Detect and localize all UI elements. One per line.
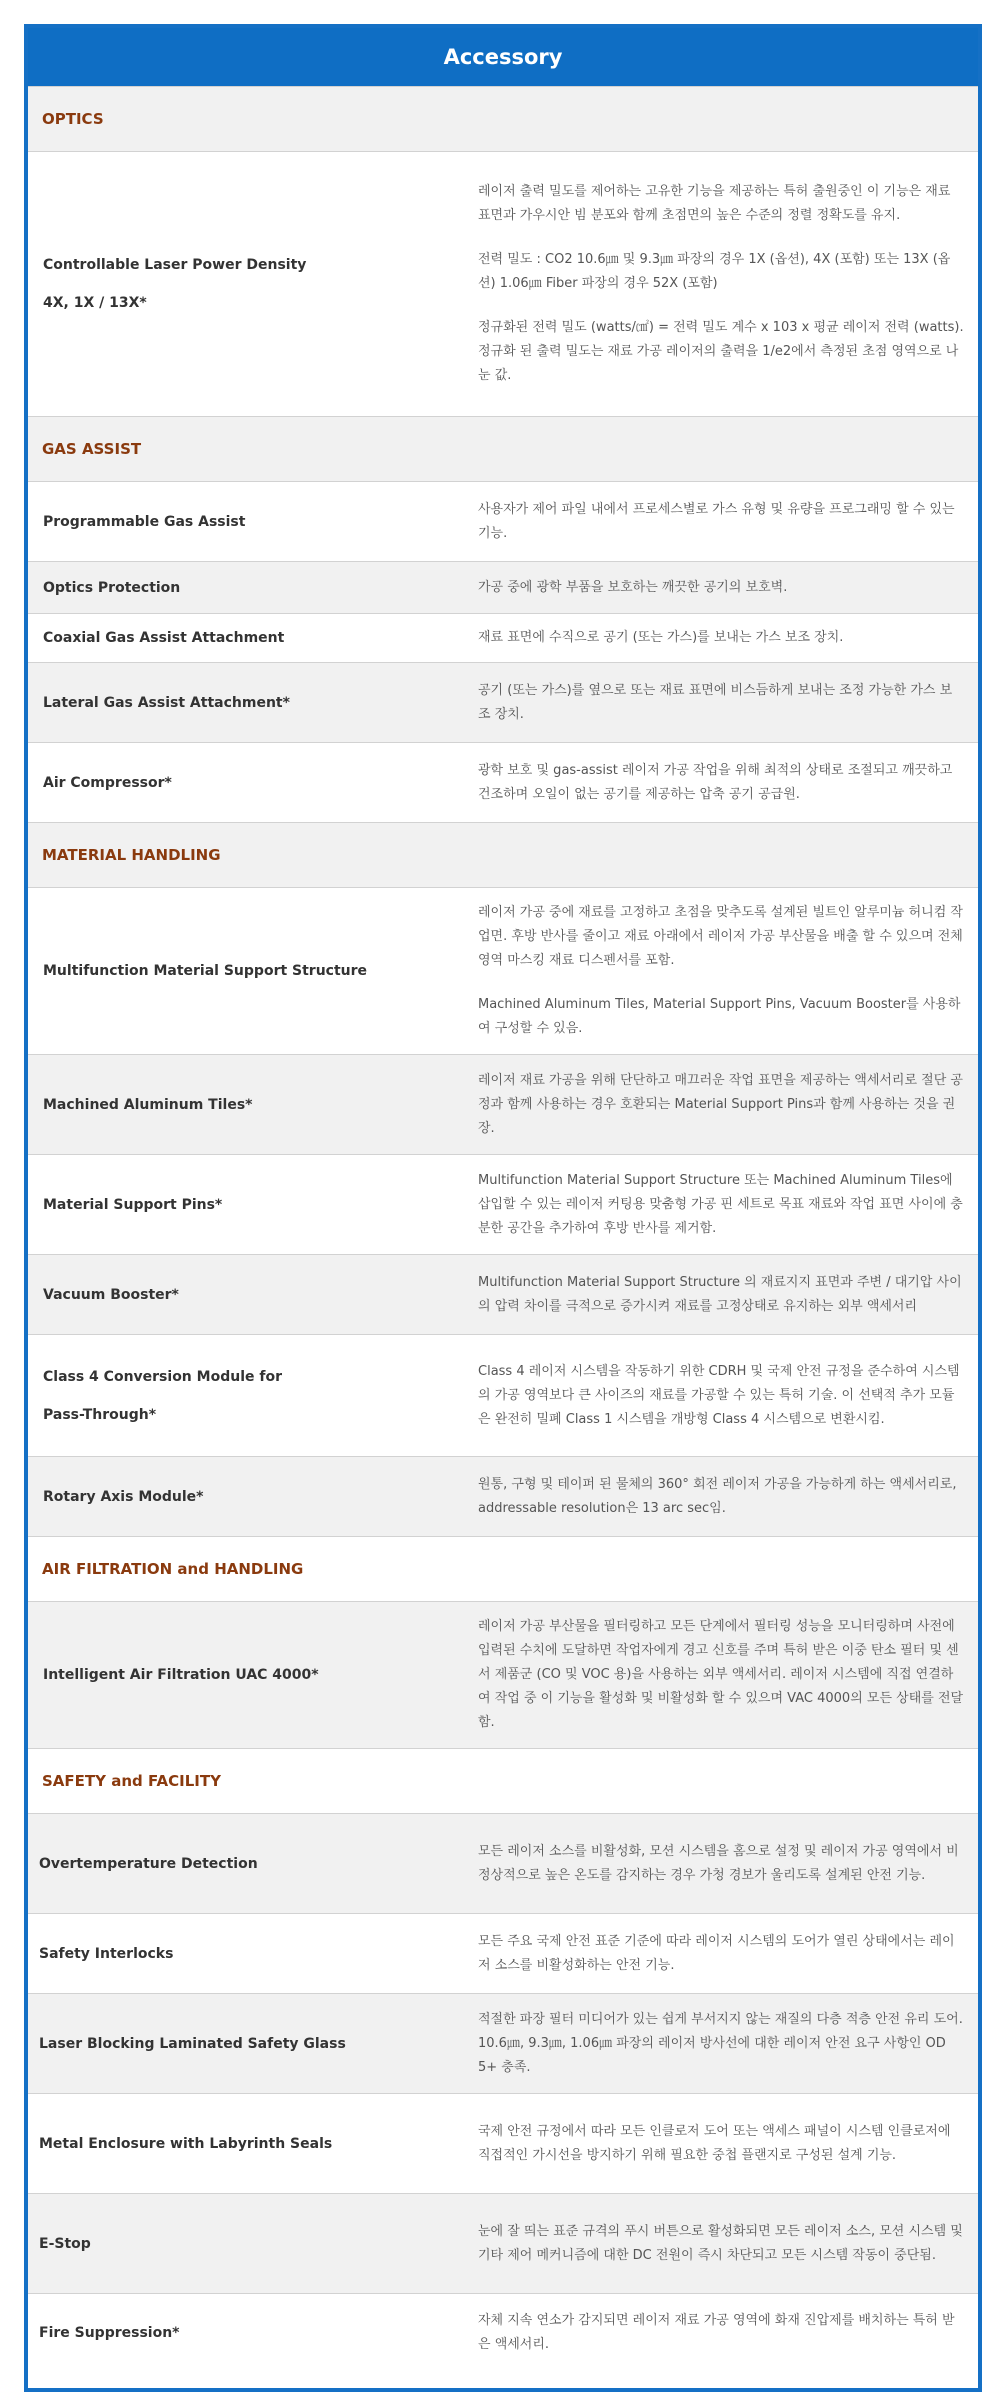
item-name: Coaxial Gas Assist Attachment [43, 630, 285, 646]
item-name: Material Support Pins* [43, 1196, 223, 1213]
item-description [470, 562, 978, 613]
table-row [28, 1456, 978, 1536]
item-name-line1: Controllable Laser Power Density [43, 257, 307, 273]
section-heading-material-handling: MATERIAL HANDLING [28, 822, 978, 887]
table-row [28, 1054, 978, 1154]
description-paragraph: 적절한 파장 필터 미디어가 있는 쉽게 부서지지 않는 재질의 다층 적층 안전 유리 도어. 10.6㎛, 9.3㎛, 1.06㎛ 파장의 레이저 방사선에 대한 레이저 안전 요구 사항인 OD 5+ 충족. [478, 2011, 963, 2075]
item-name: Air Compressor* [43, 774, 172, 791]
item-name [28, 152, 470, 416]
item-description [470, 1335, 978, 1456]
item-description [470, 152, 978, 416]
table-row [28, 1813, 978, 1913]
description-paragraph: 재료 표면에 수직으로 공기 (또는 가스)를 보내는 가스 보조 장치. [478, 630, 844, 645]
item-name-line2: Pass-Through* [43, 1406, 157, 1423]
item-name: Intelligent Air Filtration UAC 4000* [43, 1667, 319, 1683]
item-description [470, 614, 978, 662]
item-description [470, 663, 978, 742]
accessory-table [24, 24, 982, 2392]
description-paragraph: 가공 중에 광학 부품을 보호하는 깨끗한 공기의 보호벽. [478, 579, 788, 595]
table-row [28, 1154, 978, 1254]
item-name-line1: Class 4 Conversion Module for [43, 1368, 282, 1385]
description-paragraph: 자체 지속 연소가 감지되면 레이저 재료 가공 영역에 화재 진압제를 배치하는 특허 받은 액세서리. [478, 2313, 955, 2352]
table-row [28, 613, 978, 662]
item-name: Machined Aluminum Tiles* [43, 1096, 253, 1113]
item-name: Vacuum Booster* [43, 1286, 179, 1303]
table-row [28, 1254, 978, 1334]
item-description [470, 1255, 978, 1334]
table-row [28, 2293, 978, 2372]
item-description [470, 1457, 978, 1536]
table-row [28, 561, 978, 613]
table-row [28, 742, 978, 822]
item-name: Programmable Gas Assist [43, 513, 246, 530]
description-paragraph: 모든 레이저 소스를 비활성화, 모션 시스템을 홈으로 설정 및 레이저 가공 영역에서 비정상적으로 높은 온도를 감지하는 경우 가청 경보가 울리도록 설계된 안전 기능. [478, 1843, 959, 1883]
description-paragraph: 광학 보호 및 gas-assist 레이저 가공 작업을 위해 최적의 상태로 조절되고 깨끗하고 건조하며 오일이 없는 공기를 제공하는 압축 공기 공급원. [478, 762, 953, 802]
description-paragraph: 정규화된 전력 밀도 (watts/㎠) = 전력 밀도 계수 x 103 x 평균 레이저 전력 (watts). 정규화 된 출력 밀도는 재료 가공 레이저의 출력을 1/e2에서 측정된 초점 영역으로 나눈 값. [478, 320, 964, 383]
description-paragraph: 공기 (또는 가스)를 옆으로 또는 재료 표면에 비스듬하게 보내는 조정 가능한 가스 보조 장치. [478, 682, 953, 722]
section-heading-optics: OPTICS [28, 86, 978, 151]
item-description [470, 888, 978, 1054]
description-paragraph: 레이저 가공 부산물을 필터링하고 모든 단계에서 필터링 성능을 모니터링하며 사전에 입력된 수치에 도달하면 작업자에게 경고 신호를 주며 특허 받은 이중 탄소 필터 및 센서 제품군 (CO 및 VOC 용)을 사용하는 외부 액세서리. 레이저 시스템에 직접 연결하여 작업 중 이 기능을 활성화 및 비활성화 할 수 있으며 VAC 4000의 모든 상태를 전달함. [478, 1619, 964, 1730]
description-paragraph: 전력 밀도 : CO2 10.6㎛ 및 9.3㎛ 파장의 경우 1X (옵션), 4X (포함) 또는 13X (옵션) 1.06㎛ Fiber 파장의 경우 52X (포함) [478, 252, 951, 291]
section-heading-gas-assist: GAS ASSIST [28, 416, 978, 481]
item-name: Multifunction Material Support Structure [43, 963, 368, 979]
description-paragraph: Multifunction Material Support Structure 또는 Machined Aluminum Tiles에 삽입할 수 있는 레이저 커팅용 맞춤형 가공 핀 세트로 목표 재료와 작업 표면 사이에 충분한 공간을 추가하여 후방 반사를 제거함. [478, 1172, 963, 1236]
description-paragraph: 레이저 출력 밀도를 제어하는 고유한 기능을 제공하는 특허 출원중인 이 기능은 재료 표면과 가우시안 빔 분포와 함께 초점면의 높은 수준의 정렬 정확도를 유지. [478, 184, 951, 223]
description-paragraph: Machined Aluminum Tiles, Material Support Pins, Vacuum Booster를 사용하여 구성할 수 있음. [478, 997, 961, 1036]
item-description [470, 1914, 978, 1993]
section-heading-air-filtration: AIR FILTRATION and HANDLING [28, 1536, 978, 1601]
item-name: Optics Protection [43, 579, 181, 596]
item-description [470, 1814, 978, 1913]
item-name: Overtemperature Detection [39, 1855, 258, 1872]
item-name [28, 1335, 470, 1456]
item-name: Fire Suppression* [39, 2325, 180, 2341]
table-row [28, 1601, 978, 1748]
table-row [28, 662, 978, 742]
item-description [470, 1055, 978, 1154]
item-name: Safety Interlocks [39, 1945, 174, 1962]
table-row [28, 1913, 978, 1993]
item-description [470, 743, 978, 822]
table-row [28, 1334, 978, 1456]
item-description [470, 1602, 978, 1748]
item-name: Laser Blocking Laminated Safety Glass [39, 2035, 346, 2052]
item-name: Rotary Axis Module* [43, 1488, 204, 1505]
item-name: Lateral Gas Assist Attachment* [43, 694, 290, 711]
item-description [470, 482, 978, 561]
item-description [470, 1155, 978, 1254]
description-paragraph: 원통, 구형 및 테이퍼 된 물체의 360° 회전 레이저 가공을 가능하게 하는 액세서리로, addressable resolution은 13 arc sec임. [478, 1476, 957, 1516]
table-row [28, 2093, 978, 2193]
description-paragraph: Class 4 레이저 시스템을 작동하기 위한 CDRH 및 국제 안전 규정을 준수하여 시스템의 가공 영역보다 큰 사이즈의 재료를 가공할 수 있는 특허 기술. 이 선택적 추가 모듈은 완전히 밀폐 Class 1 시스템을 개방형 Class 4 시스템으로 변환시킴. [478, 1363, 960, 1427]
description-paragraph: Multifunction Material Support Structure 의 재료지지 표면과 주변 / 대기압 사이의 압력 차이를 극적으로 증가시켜 재료를 고정상태로 유지하는 외부 액세서리 [478, 1274, 962, 1314]
item-description [470, 2194, 978, 2293]
description-paragraph: 국제 안전 규정에서 따라 모든 인클로저 도어 또는 액세스 패널이 시스템 인클로저에 직접적인 가시선을 방지하기 위해 필요한 중첩 플랜지로 구성된 설계 기능. [478, 2123, 951, 2163]
description-paragraph: 레이저 가공 중에 재료를 고정하고 초점을 맞추도록 설계된 빌트인 알루미늄 허니컴 작업면. 후방 반사를 줄이고 재료 아래에서 레이저 가공 부산물을 배출 할 수 있으며 전체 영역 마스킹 재료 디스펜서를 포함. [478, 905, 963, 968]
item-name: E-Stop [39, 2235, 91, 2252]
item-name-line2: 4X, 1X / 13X* [43, 295, 147, 311]
description-paragraph: 모든 주요 국제 안전 표준 기준에 따라 레이저 시스템의 도어가 열린 상태에서는 레이저 소스를 비활성화하는 안전 기능. [478, 1933, 955, 1973]
table-row [28, 481, 978, 561]
table-row [28, 151, 978, 416]
table-row [28, 2193, 978, 2293]
table-row [28, 1993, 978, 2093]
description-paragraph: 눈에 잘 띄는 표준 규격의 푸시 버튼으로 활성화되면 모든 레이저 소스, 모션 시스템 및 기타 제어 메커니즘에 대한 DC 전원이 즉시 차단되고 모든 시스템 작동이 중단됨. [478, 2223, 963, 2263]
section-heading-safety: SAFETY and FACILITY [28, 1748, 978, 1813]
description-paragraph: 레이저 재료 가공을 위해 단단하고 매끄러운 작업 표면을 제공하는 액세서리로 절단 공정과 함께 사용하는 경우 호환되는 Material Support Pins과 함께 사용하는 것을 권장. [478, 1072, 963, 1136]
table-row [28, 887, 978, 1054]
item-description [470, 1994, 978, 2093]
item-name: Metal Enclosure with Labyrinth Seals [39, 2135, 333, 2152]
item-description [470, 2094, 978, 2193]
table-title: Accessory [28, 28, 978, 86]
item-description [470, 2294, 978, 2372]
description-paragraph: 사용자가 제어 파일 내에서 프로세스별로 가스 유형 및 유량을 프로그래밍 할 수 있는 기능. [478, 501, 955, 541]
